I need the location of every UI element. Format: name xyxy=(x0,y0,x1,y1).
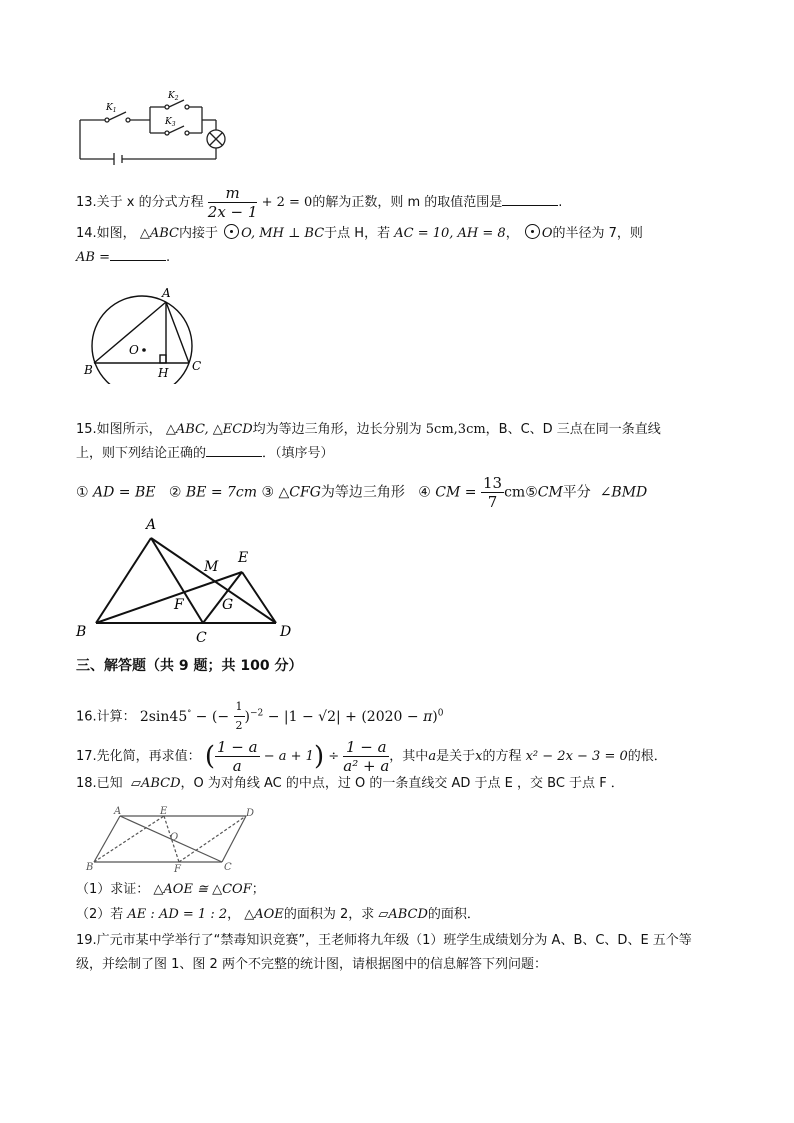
svg-text:C: C xyxy=(192,359,202,373)
svg-text:F: F xyxy=(174,864,181,874)
answer-blank-13[interactable] xyxy=(502,193,558,206)
question-19-line2: 级，并绘制了图 1、图 2 两个不完整的统计图，请根据图中的信息解答下列问题： xyxy=(76,957,547,972)
svg-text:D: D xyxy=(246,808,255,819)
section-heading: 三、解答题（共 9 题；共 100 分） xyxy=(76,658,303,674)
svg-text:G: G xyxy=(222,597,234,613)
svg-text:D: D xyxy=(280,624,292,640)
svg-text:A: A xyxy=(162,286,171,300)
svg-text:O: O xyxy=(129,343,139,357)
answer-blank-15[interactable] xyxy=(206,444,262,457)
question-19-line1: 19.广元市某中学举行了“禁毒知识竞赛”，王老师将九年级（1）班学生成绩划分为 A、B、C、D、E 五个等 xyxy=(76,933,692,948)
question-16: 16.计算： 2sin45° − (− $\frac{1}{2}$ )$^{-2} - |1 - √2| + (2020 - \pi)^0$ xyxy=(76,700,444,732)
figure-18-parallelogram xyxy=(84,804,264,874)
svg-text:H: H xyxy=(158,366,169,380)
svg-text:B: B xyxy=(76,624,87,640)
question-15-options: ① AD = BE ② BE = 7cm ③ △CFG为等边三角形 ④ CM = $\frac{13}{7}$ cm⑤CM平分 ∠BMD xyxy=(76,474,648,511)
svg-text:C: C xyxy=(224,862,232,873)
answer-blank-14[interactable] xyxy=(110,248,166,261)
svg-text:B: B xyxy=(86,862,94,873)
svg-text:A: A xyxy=(146,517,157,533)
question-14: 14.如图， △ABC内接于 O, MH ⊥ BC于点 H，若 AC = 10, AH = 8， O的半径为 7，则 xyxy=(76,226,643,241)
svg-text:F: F xyxy=(174,597,184,613)
q16-expression: 2sin45° − (− $\frac{1}{2}$ )$^{-2} - |1 - √2| + (2020 - \pi)^0$ xyxy=(139,700,444,732)
svg-text:O: O xyxy=(170,832,179,843)
figure-15-triangles xyxy=(72,512,302,644)
svg-text:E: E xyxy=(160,806,168,817)
circuit-diagram xyxy=(70,90,240,168)
circle-dot-icon xyxy=(224,224,239,239)
circle-dot-icon xyxy=(525,224,540,239)
figure-14-circle xyxy=(82,284,212,384)
question-18: 18.已知 ▱ABCD，O 为对角线 AC 的中点，过 O 的一条直线交 AD 于点 E ，交 BC 于点 F ． xyxy=(76,776,624,791)
k1-label: $K_1$ xyxy=(106,103,117,114)
question-18-part2: （2）若 AE : AD = 1 : 2， △AOE的面积为 2，求 ▱ABCD的面积． xyxy=(76,907,480,922)
question-15: 15.如图所示， △ABC, △ECD均为等边三角形，边长分别为 5cm,3cm，B、C、D 三点在同一条直线 xyxy=(76,422,661,437)
svg-text:E: E xyxy=(238,550,249,566)
q13-fraction: $\frac{m}{2x - 1}$ xyxy=(207,184,258,221)
svg-text:C: C xyxy=(196,630,207,644)
question-13: 13.关于 x 的分式方程 $\frac{m}{2x - 1}$ + 2 = 0的解为正数，则 m 的取值范围是 . xyxy=(76,184,563,221)
svg-text:B: B xyxy=(84,363,93,377)
k3-label: $K_3$ xyxy=(165,117,176,128)
question-15-line2: 上，则下列结论正确的 ．（填序号） xyxy=(76,446,334,461)
question-14-line2: AB = . xyxy=(76,250,171,265)
k2-label: $K_2$ xyxy=(168,91,179,102)
svg-text:M: M xyxy=(204,559,219,575)
question-17: 17.先化简，再求值： ( $\frac{1 - a}{a}$ − a + 1) ÷ $\frac{1 - a}{\text{a² + a}}$ ，其中a是关于x的方程 x² − 2x − 3 = 0的根． xyxy=(76,738,667,775)
question-18-part1: （1）求证： △AOE ≅ △COF； xyxy=(76,882,265,897)
svg-text:A: A xyxy=(114,806,122,817)
